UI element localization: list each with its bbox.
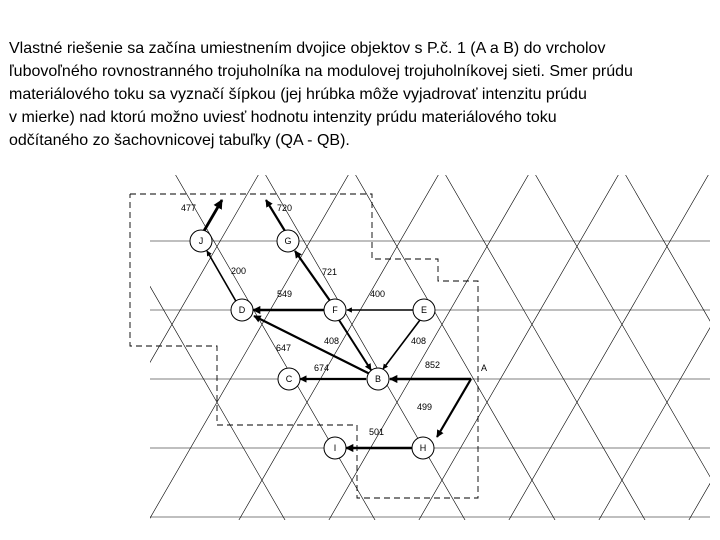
flow-label-f-b: 408 [324,336,340,346]
flow-arrow-b-d [254,316,370,374]
vertex-a-label: A [481,363,488,373]
flow-label-f-d: 549 [277,289,293,299]
flow-label-d-j: 200 [231,266,247,276]
mesh-falling-lines [0,13,720,540]
node-f-label: F [332,305,338,315]
flow-label-b-c: 674 [314,363,330,373]
flow-label-f-g: 721 [322,267,338,277]
flow-label-a-b: 852 [425,360,441,370]
node-d-label: D [238,305,246,315]
flow-label-j-out: 477 [181,203,197,213]
intro-line: Vlastné riešenie sa začína umiestnením dvojice objektov s P.č. 1 (A a B) do vrcholov [9,40,606,57]
flow-label-a-h: 499 [417,402,433,412]
intro-line: odčítaného zo šachovnicovej tabuľky (QA - QB). [9,132,350,149]
intro-line: materiálového toku sa vyznačí šípkou (jej hrúbka môže vyjadrovať intenzitu prúdu [9,86,587,103]
node-g-label: G [284,236,292,246]
flow-label-b-d: 647 [276,343,292,353]
node-b-label: B [374,374,382,384]
node-i-label: I [333,443,337,453]
node-j-label: J [198,236,204,246]
flow-label-e-f: 400 [370,289,386,299]
flow-label-h-i: 501 [369,427,385,437]
node-e-label: E [420,305,428,315]
flow-label-g-out: 720 [277,203,293,213]
flow-label-e-b: 408 [411,336,427,346]
flow-labels [181,203,440,437]
intro-line: v mierke) nad ktorú možno uviesť hodnotu intenzity prúdu materiálového toku [9,109,557,126]
intro-line: ľubovoľného rovnostranného trojuholníka na modulovej trojuholníkovej sieti. Smer prúdu [9,63,633,80]
triangle-mesh [0,13,720,540]
flow-arrow-a-h [437,379,471,437]
flow-arrow-f-b [339,320,371,370]
mesh-rising-lines [0,89,720,540]
node-h-label: H [419,443,427,453]
node-c-label: C [285,374,293,384]
